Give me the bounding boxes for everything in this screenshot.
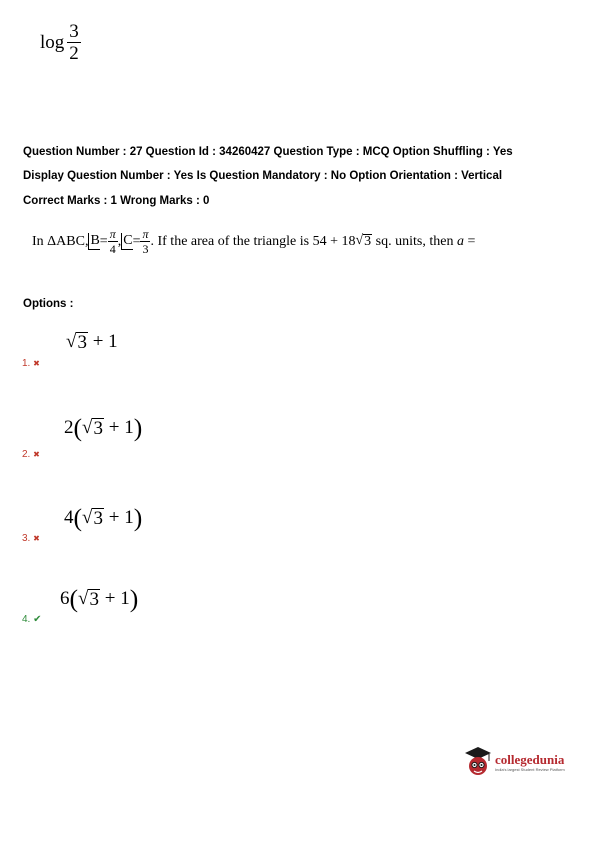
equals-sign: = [99, 233, 108, 249]
angle-c: C [123, 233, 133, 248]
graduate-mascot-icon [464, 745, 492, 779]
option-sqrt [78, 589, 100, 610]
option-radicand: 3 [93, 417, 103, 439]
cross-icon: ✖ [33, 534, 40, 543]
right-paren: ) [129, 583, 139, 613]
options-heading: Options : [23, 298, 74, 310]
option-number: 1. [22, 358, 31, 369]
option-number: 4. [22, 614, 31, 625]
option-sqrt [82, 418, 104, 439]
option-number: 2. [22, 449, 31, 460]
option-2-label [22, 449, 40, 460]
option-rest: + 1 [103, 507, 134, 528]
fraction-b-den: 4 [109, 242, 116, 256]
cross-icon: ✖ [33, 450, 40, 459]
sqrt-symbol: √ [82, 416, 93, 438]
header-numerator: 3 [69, 21, 79, 42]
option-rest: + 1 [103, 417, 134, 438]
option-radicand: 3 [77, 331, 87, 353]
option-sqrt [66, 332, 88, 353]
question-prefix: In ΔABC, [32, 233, 89, 249]
option-1-expression [66, 331, 118, 353]
left-paren: ( [69, 583, 79, 613]
cross-icon: ✖ [33, 359, 40, 368]
equals-sign: = [132, 233, 141, 249]
question-mid: . If the area of the triangle is 54 + 18 [150, 233, 356, 249]
sqrt-symbol: √ [78, 587, 89, 609]
option-coef: 2 [64, 417, 74, 438]
fraction-b [108, 228, 118, 255]
brand-logo [464, 745, 565, 779]
header-denominator: 2 [69, 43, 79, 64]
question-text [32, 228, 475, 255]
question-suffix: sq. units, then [372, 233, 457, 249]
comma: , [117, 233, 122, 249]
left-paren: ( [73, 412, 83, 442]
option-3-label [22, 533, 40, 544]
question-end: = [463, 233, 476, 249]
option-rest: + 1 [87, 331, 118, 352]
log-fn: log [40, 31, 65, 53]
option-3-expression [64, 502, 143, 532]
meta-line-1: Question Number : 27 Question Id : 34260427 Question Type : MCQ Option Shuffling : Yes [23, 146, 513, 158]
check-icon: ✔ [33, 614, 42, 625]
brand-text [495, 753, 565, 772]
header-expression [40, 22, 81, 63]
question-sqrt [355, 234, 372, 250]
option-rest: + 1 [99, 588, 130, 609]
fraction-c [140, 228, 150, 255]
sqrt-symbol: √ [355, 232, 364, 248]
right-paren: ) [133, 412, 143, 442]
angle-b: B [90, 233, 100, 248]
option-number: 3. [22, 533, 31, 544]
right-paren: ) [133, 502, 143, 532]
option-4-label [22, 614, 42, 625]
brand-tagline: India's largest Student Review Platform [495, 766, 565, 772]
sqrt-symbol: √ [66, 330, 77, 352]
sqrt-symbol: √ [82, 506, 93, 528]
variable-a: a [456, 233, 464, 249]
option-coef: 6 [60, 588, 70, 609]
option-4-expression [60, 583, 139, 613]
meta-line-3: Correct Marks : 1 Wrong Marks : 0 [23, 195, 210, 207]
option-radicand: 3 [93, 507, 103, 529]
left-paren: ( [73, 502, 83, 532]
meta-line-2: Display Question Number : Yes Is Question Mandatory : No Option Orientation : Vertical [23, 170, 503, 182]
sqrt-radicand: 3 [364, 233, 372, 249]
fraction-b-num: π [109, 227, 116, 241]
option-2-expression [64, 412, 143, 442]
brand-name: collegedunia [495, 751, 565, 767]
fraction-c-num: π [142, 227, 149, 241]
option-sqrt [82, 508, 104, 529]
fraction-c-den: 3 [142, 242, 149, 256]
option-radicand: 3 [89, 588, 99, 610]
option-1-label [22, 358, 40, 369]
header-fraction [67, 22, 81, 63]
option-coef: 4 [64, 507, 74, 528]
